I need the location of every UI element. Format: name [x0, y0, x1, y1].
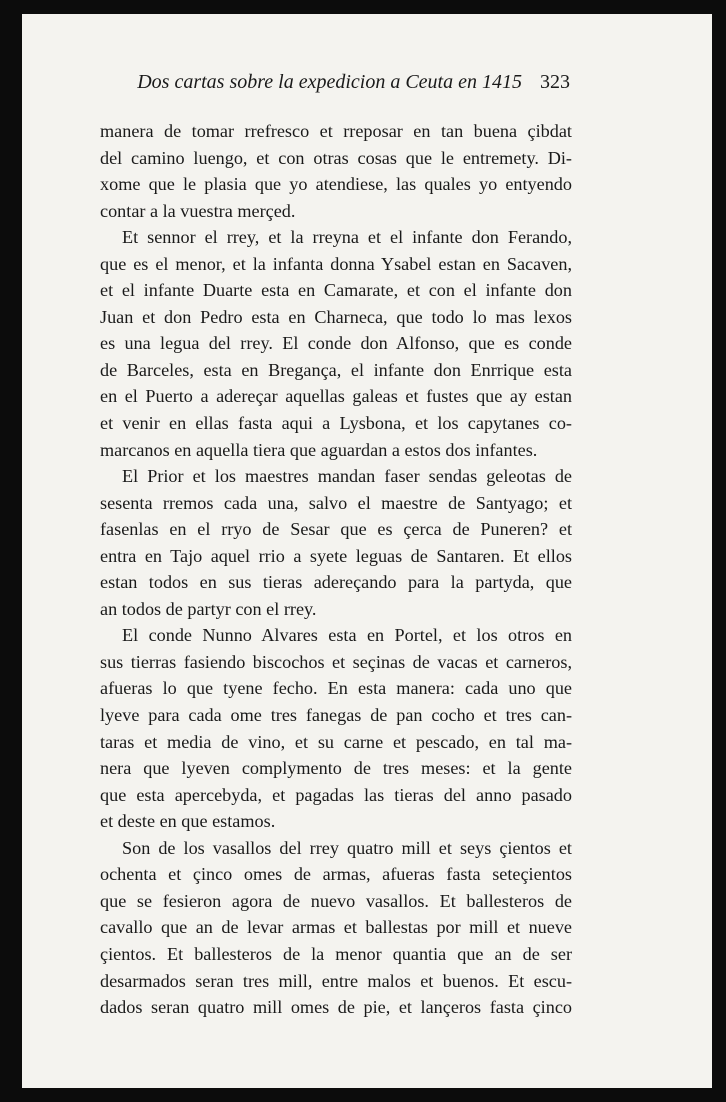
text-line: cavallo que an de levar armas et ballestas por mill et nueve	[100, 917, 572, 938]
text-line: entra en Tajo aquel rrio a syete leguas de Santaren. Et ellos	[100, 545, 572, 566]
page-number: 323	[540, 71, 570, 93]
text-line: dados seran quatro mill omes de pie, et lançeros fasta çinco	[100, 997, 572, 1018]
text-line: et deste en que estamos.	[100, 811, 276, 832]
text-line: sesenta rremos cada una, salvo el maestre de Santyago; et	[100, 492, 572, 513]
text-line: çientos. Et ballesteros de la menor quantia que an de ser	[100, 943, 572, 964]
text-line: que se fesieron agora de nuevo vasallos. Et ballesteros de	[100, 890, 572, 911]
text-line: Et sennor el rrey, et la rreyna et el infante don Ferando,	[122, 227, 572, 248]
text-line: Son de los vasallos del rrey quatro mill et seys çientos et	[122, 837, 572, 858]
text-line: en el Puerto a adereçar aquellas galeas et fustes que ay estan	[100, 386, 572, 407]
text-line: que es el menor, et la infanta donna Ysabel estan en Sacaven,	[100, 253, 572, 274]
text-line: taras et media de vino, et su carne et pescado, en tal ma-	[100, 731, 572, 752]
text-line: et el infante Duarte esta en Camarate, et con el infante don	[100, 280, 572, 301]
text-line: lyeve para cada ome tres fanegas de pan cocho et tres can-	[100, 705, 572, 726]
text-line: manera de tomar rrefresco et rreposar en tan buena çibdat	[100, 121, 572, 141]
text-line: ochenta et çinco omes de armas, afueras fasta seteçientos	[100, 864, 572, 885]
text-line: marcanos en aquella tiera que aguardan a estos dos infantes.	[100, 439, 538, 460]
text-line: desarmados seran tres mill, entre malos et buenos. Et escu-	[100, 970, 572, 991]
text-line: El Prior et los maestres mandan faser sendas geleotas de	[122, 466, 572, 487]
text-line: de Barceles, esta en Bregança, el infante don Enrrique esta	[100, 359, 572, 380]
running-header	[22, 71, 570, 101]
text-line: contar a la vuestra merçed.	[100, 200, 296, 221]
book-page	[22, 14, 712, 1088]
text-line: que esta apercebyda, et pagadas las tieras del anno pasado	[100, 784, 572, 805]
text-line: et venir en ellas fasta aqui a Lysbona, et los capytanes co-	[100, 413, 572, 434]
text-line: sus tierras fasiendo biscochos et seçinas de vacas et carneros,	[100, 651, 572, 672]
text-line: El conde Nunno Alvares esta en Portel, et los otros en	[122, 625, 572, 646]
text-line: xome que le plasia que yo atendiese, las quales yo entyendo	[100, 174, 572, 195]
text-line: estan todos en sus tieras adereçando para la partyda, que	[100, 572, 572, 593]
text-line: es una legua del rrey. El conde don Alfonso, que es conde	[100, 333, 572, 354]
text-line: del camino luengo, et con otras cosas que le entremety. Di-	[100, 147, 572, 168]
text-line: an todos de partyr con el rrey.	[100, 598, 317, 619]
text-line: nera que lyeven complymento de tres meses: et la gente	[100, 758, 572, 779]
running-title: Dos cartas sobre la expedicion a Ceuta en 1415	[137, 71, 522, 93]
text-line: fasenlas en el rryo de Sesar que es çerca de Puneren? et	[100, 519, 572, 540]
body-text	[100, 118, 572, 1021]
text-line: afueras lo que tyene fecho. En esta manera: cada uno que	[100, 678, 572, 699]
text-line: Juan et don Pedro esta en Charneca, que todo lo mas lexos	[100, 306, 572, 327]
